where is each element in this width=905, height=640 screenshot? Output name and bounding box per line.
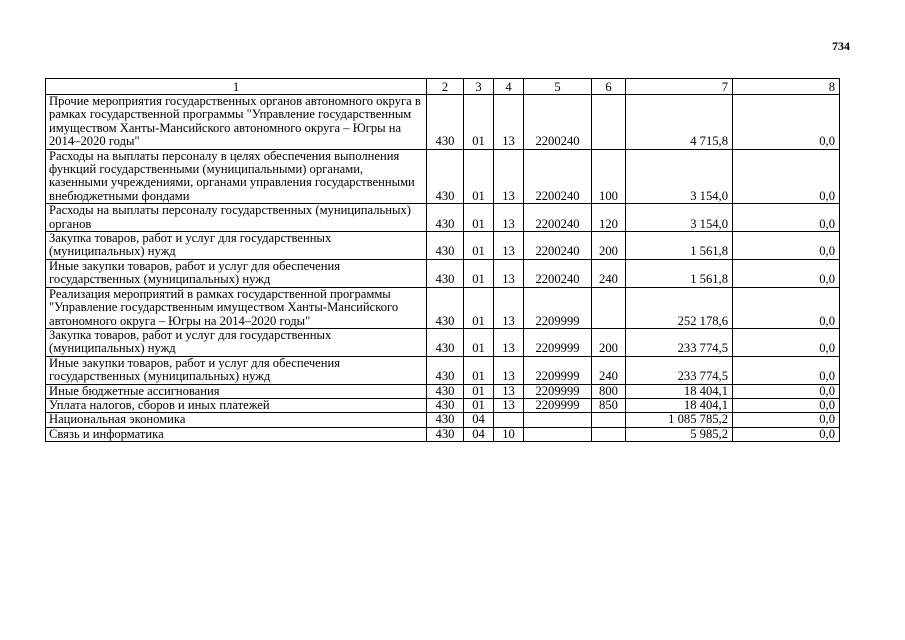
row-code-ministry: 430 (427, 204, 464, 232)
row-code-subsection: 13 (494, 384, 524, 398)
table-row (46, 204, 840, 232)
row-amount: 252 178,6 (626, 287, 733, 328)
row-code-target: 2200240 (524, 204, 592, 232)
table-row (46, 232, 840, 260)
table-row (46, 328, 840, 356)
row-code-section: 04 (464, 427, 494, 441)
row-name: Закупка товаров, работ и услуг для государственных (муниципальных) нужд (46, 328, 427, 356)
row-code-target (524, 427, 592, 441)
row-code-ministry: 430 (427, 232, 464, 260)
row-code-section: 01 (464, 204, 494, 232)
row-code-section: 01 (464, 95, 494, 150)
row-code-target: 2200240 (524, 149, 592, 204)
row-code-subsection: 13 (494, 398, 524, 412)
row-code-section: 01 (464, 398, 494, 412)
row-amount: 1 561,8 (626, 259, 733, 287)
table-row (46, 95, 840, 150)
row-name: Национальная экономика (46, 413, 427, 427)
table-row (46, 398, 840, 412)
row-code-expense-type: 240 (592, 356, 626, 384)
row-amount: 233 774,5 (626, 328, 733, 356)
row-name: Уплата налогов, сборов и иных платежей (46, 398, 427, 412)
row-code-section: 01 (464, 232, 494, 260)
column-header: 3 (464, 79, 494, 95)
row-name: Иные закупки товаров, работ и услуг для обеспечения государственных (муниципальных) нужд (46, 356, 427, 384)
row-code-target: 2209999 (524, 356, 592, 384)
row-code-section: 01 (464, 259, 494, 287)
row-code-target: 2200240 (524, 259, 592, 287)
row-code-expense-type: 120 (592, 204, 626, 232)
row-name: Иные бюджетные ассигнования (46, 384, 427, 398)
row-code-section: 01 (464, 384, 494, 398)
row-code-expense-type (592, 427, 626, 441)
row-name: Иные закупки товаров, работ и услуг для обеспечения государственных (муниципальных) нужд (46, 259, 427, 287)
page-number: 734 (832, 39, 850, 53)
row-amount: 18 404,1 (626, 384, 733, 398)
row-code-subsection: 10 (494, 427, 524, 441)
row-amount-2: 0,0 (733, 287, 840, 328)
row-code-subsection: 13 (494, 328, 524, 356)
row-amount-2: 0,0 (733, 204, 840, 232)
row-code-section: 01 (464, 287, 494, 328)
row-code-subsection: 13 (494, 204, 524, 232)
row-code-subsection: 13 (494, 287, 524, 328)
row-code-target: 2209999 (524, 328, 592, 356)
table-row (46, 413, 840, 427)
row-code-target: 2200240 (524, 232, 592, 260)
row-amount-2: 0,0 (733, 384, 840, 398)
row-amount-2: 0,0 (733, 427, 840, 441)
row-amount: 3 154,0 (626, 204, 733, 232)
row-code-target: 2200240 (524, 95, 592, 150)
row-name: Связь и информатика (46, 427, 427, 441)
row-code-subsection: 13 (494, 232, 524, 260)
row-code-target: 2209999 (524, 384, 592, 398)
row-code-expense-type (592, 413, 626, 427)
row-code-expense-type (592, 95, 626, 150)
column-header: 6 (592, 79, 626, 95)
row-name: Закупка товаров, работ и услуг для государственных (муниципальных) нужд (46, 232, 427, 260)
row-code-ministry: 430 (427, 413, 464, 427)
row-amount-2: 0,0 (733, 232, 840, 260)
row-code-subsection: 13 (494, 259, 524, 287)
row-amount: 3 154,0 (626, 149, 733, 204)
row-name: Реализация мероприятий в рамках государственной программы "Управление государственным имуществом Ханты-Мансийского автономного округа – Югры на 2014–2020 годы" (46, 287, 427, 328)
row-code-expense-type (592, 287, 626, 328)
column-header: 8 (733, 79, 840, 95)
column-header: 7 (626, 79, 733, 95)
row-code-subsection: 13 (494, 149, 524, 204)
row-code-target: 2209999 (524, 287, 592, 328)
row-code-ministry: 430 (427, 287, 464, 328)
row-code-ministry: 430 (427, 398, 464, 412)
row-amount-2: 0,0 (733, 328, 840, 356)
column-header: 5 (524, 79, 592, 95)
table-row (46, 287, 840, 328)
row-code-expense-type: 800 (592, 384, 626, 398)
column-header: 2 (427, 79, 464, 95)
row-code-section: 01 (464, 356, 494, 384)
row-amount-2: 0,0 (733, 413, 840, 427)
row-code-target: 2209999 (524, 398, 592, 412)
budget-table (45, 78, 840, 442)
row-amount-2: 0,0 (733, 259, 840, 287)
table-row (46, 259, 840, 287)
table-row (46, 427, 840, 441)
row-name: Расходы на выплаты персоналу государственных (муниципальных) органов (46, 204, 427, 232)
row-code-subsection: 13 (494, 356, 524, 384)
row-code-expense-type: 200 (592, 328, 626, 356)
row-code-ministry: 430 (427, 259, 464, 287)
row-code-section: 04 (464, 413, 494, 427)
row-amount: 233 774,5 (626, 356, 733, 384)
table-row (46, 384, 840, 398)
row-code-target (524, 413, 592, 427)
row-amount: 4 715,8 (626, 95, 733, 150)
row-code-ministry: 430 (427, 384, 464, 398)
table-row (46, 149, 840, 204)
row-code-expense-type: 100 (592, 149, 626, 204)
row-code-ministry: 430 (427, 427, 464, 441)
table-header-row (46, 79, 840, 95)
row-code-section: 01 (464, 328, 494, 356)
row-code-subsection: 13 (494, 95, 524, 150)
row-amount-2: 0,0 (733, 398, 840, 412)
row-code-ministry: 430 (427, 149, 464, 204)
row-code-ministry: 430 (427, 95, 464, 150)
row-name: Прочие мероприятия государственных органов автономного округа в рамках государственной программы "Управление государственным имуществом Ханты-Мансийского автономного округа – Югры на 2014–2020 годы" (46, 95, 427, 150)
table-row (46, 356, 840, 384)
row-amount: 1 561,8 (626, 232, 733, 260)
row-code-expense-type: 240 (592, 259, 626, 287)
row-amount-2: 0,0 (733, 95, 840, 150)
row-amount: 5 985,2 (626, 427, 733, 441)
row-code-section: 01 (464, 149, 494, 204)
row-code-subsection (494, 413, 524, 427)
row-amount-2: 0,0 (733, 356, 840, 384)
row-code-expense-type: 850 (592, 398, 626, 412)
row-code-ministry: 430 (427, 328, 464, 356)
row-name: Расходы на выплаты персоналу в целях обеспечения выполнения функций государственными (муниципальными) органами, казенными учреждениями, органами управления государственными внебюджетными фондами (46, 149, 427, 204)
row-code-ministry: 430 (427, 356, 464, 384)
column-header: 4 (494, 79, 524, 95)
row-amount: 1 085 785,2 (626, 413, 733, 427)
row-code-expense-type: 200 (592, 232, 626, 260)
row-amount: 18 404,1 (626, 398, 733, 412)
column-header: 1 (46, 79, 427, 95)
row-amount-2: 0,0 (733, 149, 840, 204)
